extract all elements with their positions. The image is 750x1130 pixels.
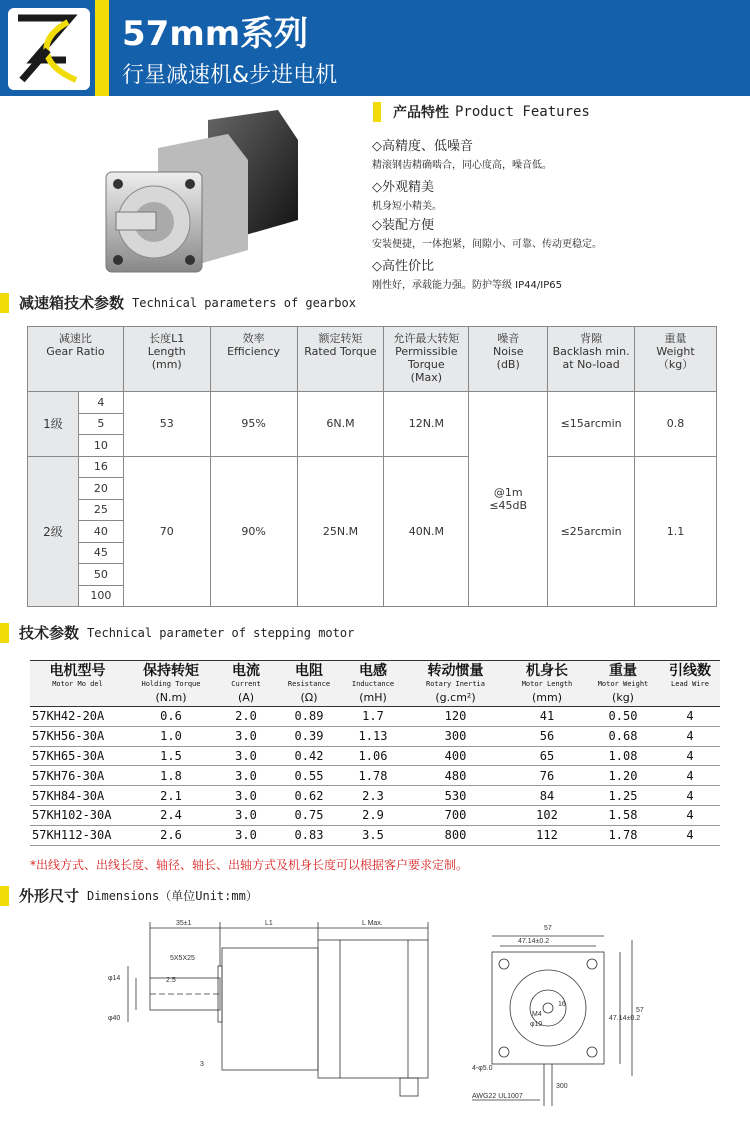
feature-title: ◇高精度、低噪音 <box>372 139 473 154</box>
table-cell: 1.0 <box>125 726 217 746</box>
feature-desc: 安装便捷，一体抱紧，间隙小、可靠、传动更稳定。 <box>372 239 602 250</box>
stage-label: 1级 <box>28 392 79 457</box>
features-title: 产品特性 <box>393 105 449 121</box>
feature-title: ◇高性价比 <box>372 259 434 274</box>
dim-label: M4 <box>532 1011 542 1018</box>
dim-label: 5X5X25 <box>170 955 195 962</box>
table-cell: 2.9 <box>343 805 403 825</box>
motor-title: 技术参数 <box>19 624 80 642</box>
col-header-zh: 电阻 <box>295 663 323 679</box>
feature-desc: 刚性好，承载能力强。防护等级 IP44/IP65 <box>372 280 562 291</box>
table-cell: 0.42 <box>275 746 343 766</box>
table-cell: 4 <box>660 805 720 825</box>
col-header-zh: 转动惯量 <box>427 663 484 679</box>
table-cell: 1.7 <box>343 707 403 727</box>
table-cell: 3.0 <box>217 805 275 825</box>
dim-label: 300 <box>556 1083 568 1090</box>
table-cell: 65 <box>508 746 586 766</box>
table-cell: 4 <box>660 726 720 746</box>
col-header: 效率 Efficiency <box>210 327 297 392</box>
table-cell: 57KH112-30A <box>30 825 125 845</box>
col-header <box>586 661 660 707</box>
feature-item <box>372 255 742 291</box>
table-cell: 300 <box>403 726 508 746</box>
col-header: 重量 Weight （kg） <box>635 327 717 392</box>
col-header-unit: (mm) <box>531 691 562 704</box>
col-header: 背隙 Backlash min. at No-load <box>548 327 635 392</box>
product-image <box>98 110 320 290</box>
col-header-unit: (Ω) <box>300 691 318 704</box>
table-cell: 76 <box>508 766 586 786</box>
dim-label: 57 <box>544 925 552 932</box>
ratio-cell: 20 <box>78 478 123 500</box>
table-cell: 4 <box>660 746 720 766</box>
table-cell: 2.0 <box>217 707 275 727</box>
col-header <box>125 661 217 707</box>
table-cell: 4 <box>660 786 720 806</box>
table-cell: 84 <box>508 786 586 806</box>
rated-torque-cell: 25N.M <box>297 456 384 607</box>
dim-label: 4-φ5.0 <box>472 1065 493 1072</box>
series-subtitle: 行星减速机&步进电机 <box>122 63 338 88</box>
efficiency-cell: 95% <box>210 392 297 457</box>
dim-label: 3 <box>200 1061 204 1068</box>
col-header <box>217 661 275 707</box>
dim-label: φ10 <box>530 1021 543 1028</box>
col-header: 额定转矩 Rated Torque <box>297 327 384 392</box>
table-cell: 112 <box>508 825 586 845</box>
col-header: 噪音 Noise (dB) <box>469 327 548 392</box>
max-torque-cell: 12N.M <box>384 392 469 457</box>
section-marker <box>0 293 9 313</box>
col-header-zh: 电机型号 <box>49 663 106 679</box>
col-header-en: Holding Torque <box>141 680 201 688</box>
stage-label: 2级 <box>28 456 79 607</box>
col-header-en: Motor Length <box>521 680 573 688</box>
table-cell: 0.6 <box>125 707 217 727</box>
col-header-zh: 引线数 <box>669 663 711 679</box>
table-cell: 57KH84-30A <box>30 786 125 806</box>
table-cell: 530 <box>403 786 508 806</box>
dim-label: L Max. <box>362 920 383 927</box>
gearbox-table <box>27 326 717 607</box>
series-title: 57mm系列 <box>122 14 309 54</box>
col-header-en: Inductance <box>351 680 395 688</box>
table-cell: 0.55 <box>275 766 343 786</box>
backlash-cell: ≤25arcmin <box>548 456 635 607</box>
dimension-drawing <box>100 910 660 1118</box>
section-marker <box>0 623 9 643</box>
table-cell: 1.20 <box>586 766 660 786</box>
table-cell: 1.8 <box>125 766 217 786</box>
feature-title: ◇外观精美 <box>372 180 434 195</box>
features-heading <box>373 102 590 122</box>
col-header <box>508 661 586 707</box>
dimensions-heading <box>0 885 258 906</box>
table-cell: 56 <box>508 726 586 746</box>
table-cell: 120 <box>403 707 508 727</box>
feature-item <box>372 214 742 250</box>
col-header <box>403 661 508 707</box>
col-header: 长度L1 Length (mm) <box>123 327 210 392</box>
col-header-unit <box>30 691 125 704</box>
table-cell: 3.0 <box>217 825 275 845</box>
table-cell: 57KH42-20A <box>30 707 125 727</box>
table-cell: 3.0 <box>217 726 275 746</box>
ratio-cell: 4 <box>78 392 123 414</box>
table-cell: 0.39 <box>275 726 343 746</box>
weight-cell: 0.8 <box>635 392 717 457</box>
table-cell: 480 <box>403 766 508 786</box>
ratio-cell: 50 <box>78 564 123 586</box>
col-header-unit: (kg) <box>612 691 634 704</box>
table-cell: 0.83 <box>275 825 343 845</box>
table-cell: 1.06 <box>343 746 403 766</box>
max-torque-cell: 40N.M <box>384 456 469 607</box>
dimensions-title-en: Dimensions（单位Unit:mm） <box>87 889 258 903</box>
col-header-en: Lead Wire <box>671 680 709 688</box>
col-header-en: Resistance <box>287 680 331 688</box>
dim-label: 16 <box>558 1001 566 1008</box>
dim-label: 47.14±0.2 <box>609 1015 641 1022</box>
table-row <box>28 392 717 414</box>
dim-label: 2.5 <box>166 977 176 984</box>
ratio-cell: 25 <box>78 499 123 521</box>
table-cell: 4 <box>660 766 720 786</box>
dim-label: 57 <box>636 1007 644 1014</box>
table-row <box>30 746 720 766</box>
col-header-en: Motor Mo del <box>52 680 103 688</box>
table-cell: 1.78 <box>343 766 403 786</box>
table-row <box>28 456 717 478</box>
table-cell: 800 <box>403 825 508 845</box>
gearbox-heading <box>0 292 356 313</box>
col-header-en: Motor Weight <box>597 680 649 688</box>
gearbox-title: 减速箱技术参数 <box>19 294 125 312</box>
feature-desc: 精滚钢齿精确啮合，同心度高，噪音低。 <box>372 160 552 171</box>
table-cell: 2.4 <box>125 805 217 825</box>
table-row <box>30 766 720 786</box>
col-header <box>660 661 720 707</box>
feature-title: ◇装配方便 <box>372 218 434 233</box>
col-header-en: Rotary Inertia <box>425 680 485 688</box>
table-cell: 1.58 <box>586 805 660 825</box>
table-cell: 2.3 <box>343 786 403 806</box>
col-header-zh: 机身长 <box>526 663 568 679</box>
noise-cell: @1m ≤45dB <box>469 392 548 607</box>
motor-table-body <box>30 707 720 846</box>
dim-label: 35±1 <box>176 920 192 927</box>
ratio-cell: 45 <box>78 542 123 564</box>
ratio-cell: 40 <box>78 521 123 543</box>
col-header-unit: (mH) <box>359 691 387 704</box>
table-cell: 3.0 <box>217 786 275 806</box>
feature-item <box>372 135 742 171</box>
col-header-unit: (g.cm²) <box>435 691 476 704</box>
length-cell: 53 <box>123 392 210 457</box>
dimensions-title: 外形尺寸 <box>19 887 80 905</box>
col-header-zh: 重量 <box>609 663 637 679</box>
table-cell: 1.08 <box>586 746 660 766</box>
ratio-cell: 10 <box>78 435 123 457</box>
feature-item <box>372 176 742 212</box>
table-cell: 57KH76-30A <box>30 766 125 786</box>
dim-label: 47.14±0.2 <box>518 938 550 945</box>
gearbox-title-en: Technical parameters of gearbox <box>132 295 356 310</box>
table-cell: 1.13 <box>343 726 403 746</box>
table-cell: 0.50 <box>586 707 660 727</box>
table-header-row <box>28 327 717 392</box>
rated-torque-cell: 6N.M <box>297 392 384 457</box>
table-cell: 3.0 <box>217 746 275 766</box>
col-header-zh: 电流 <box>232 663 260 679</box>
table-row <box>30 805 720 825</box>
table-row <box>30 825 720 845</box>
table-cell: 57KH102-30A <box>30 805 125 825</box>
table-cell: 0.75 <box>275 805 343 825</box>
col-header-unit <box>660 691 720 704</box>
header-stripe <box>95 0 109 96</box>
section-marker <box>373 102 381 122</box>
col-header <box>30 661 125 707</box>
feature-desc: 机身短小精美。 <box>372 201 442 212</box>
col-header-en: Current <box>231 680 261 688</box>
dim-label: φ40 <box>108 1015 121 1022</box>
table-cell: 0.62 <box>275 786 343 806</box>
table-cell: 2.6 <box>125 825 217 845</box>
table-cell: 0.68 <box>586 726 660 746</box>
dim-label: L1 <box>265 920 273 927</box>
col-header <box>275 661 343 707</box>
section-marker <box>0 886 9 906</box>
table-cell: 4 <box>660 707 720 727</box>
col-header-zh: 保持转矩 <box>143 663 199 679</box>
col-header: 允许最大转矩 Permissible Torque (Max) <box>384 327 469 392</box>
table-cell: 57KH65-30A <box>30 746 125 766</box>
header-banner <box>0 0 750 96</box>
ratio-cell: 5 <box>78 413 123 435</box>
efficiency-cell: 90% <box>210 456 297 607</box>
col-header: 减速比 Gear Ratio <box>28 327 124 392</box>
table-cell: 700 <box>403 805 508 825</box>
features-title-en: Product Features <box>455 104 590 120</box>
motor-title-en: Technical parameter of stepping motor <box>87 625 355 640</box>
table-cell: 57KH56-30A <box>30 726 125 746</box>
table-cell: 1.5 <box>125 746 217 766</box>
table-row <box>30 786 720 806</box>
dim-label: φ14 <box>108 975 121 982</box>
col-header-unit: (N.m) <box>155 691 187 704</box>
table-cell: 3.5 <box>343 825 403 845</box>
table-row <box>30 726 720 746</box>
brand-logo <box>8 8 90 90</box>
motor-heading <box>0 622 354 643</box>
col-header <box>343 661 403 707</box>
length-cell: 70 <box>123 456 210 607</box>
table-cell: 1.25 <box>586 786 660 806</box>
table-cell: 400 <box>403 746 508 766</box>
ratio-cell: 16 <box>78 456 123 478</box>
table-header-row <box>30 661 720 707</box>
col-header-unit: (A) <box>237 691 255 704</box>
table-cell: 1.78 <box>586 825 660 845</box>
table-cell: 0.89 <box>275 707 343 727</box>
table-cell: 102 <box>508 805 586 825</box>
table-cell: 41 <box>508 707 586 727</box>
table-row <box>30 707 720 727</box>
motor-table <box>30 660 720 846</box>
table-cell: 2.1 <box>125 786 217 806</box>
dim-label: AWG22 UL1007 <box>472 1093 523 1100</box>
weight-cell: 1.1 <box>635 456 717 607</box>
custom-note: *出线方式、出线长度、轴径、轴长、出轴方式及机身长度可以根据客户要求定制。 <box>30 858 469 872</box>
col-header-zh: 电感 <box>359 663 387 679</box>
table-cell: 3.0 <box>217 766 275 786</box>
ratio-cell: 100 <box>78 585 123 607</box>
table-cell: 4 <box>660 825 720 845</box>
backlash-cell: ≤15arcmin <box>548 392 635 457</box>
